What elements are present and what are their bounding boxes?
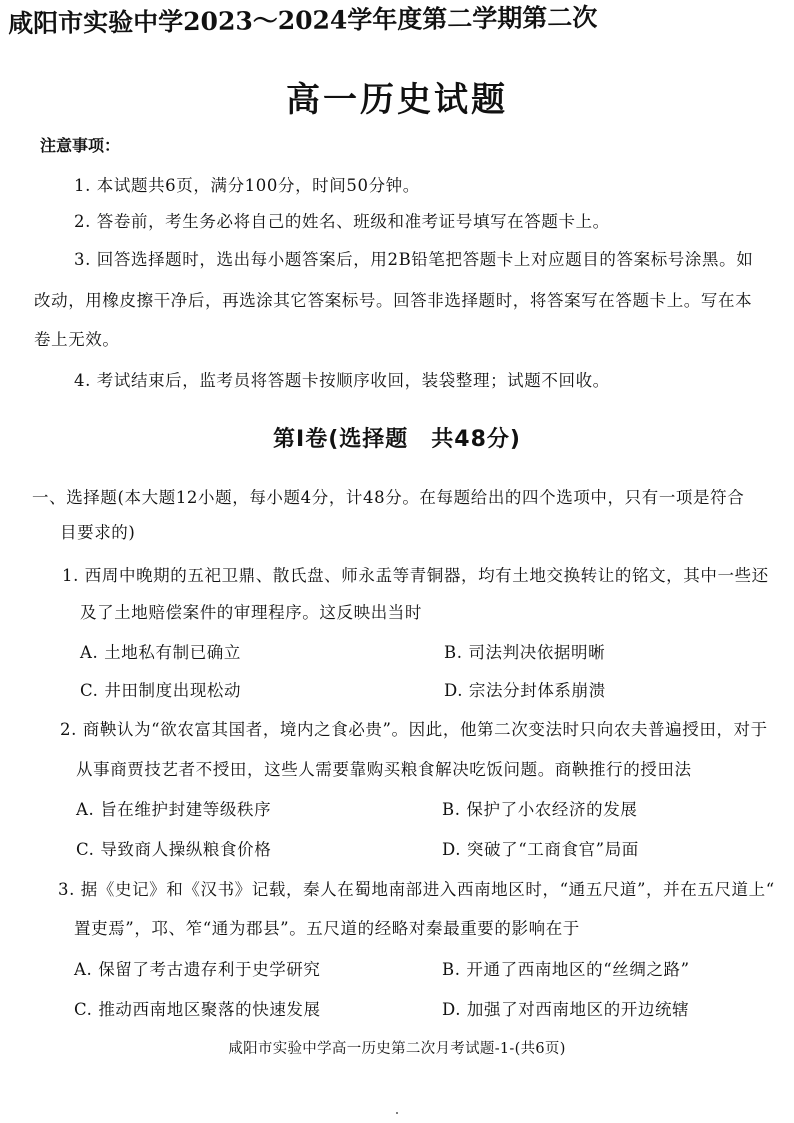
scan-speck: [396, 1112, 398, 1114]
question-3-option-b: B. 开通了西南地区的“丝绸之路”: [442, 960, 690, 979]
question-1-option-d: D. 宗法分封体系崩溃: [444, 681, 606, 700]
school-exam-header: 咸阳市实验中学2023～2024学年度第二学期第二次: [8, 2, 598, 38]
question-2-stem-line-2: 从事商贾技艺者不授田，这些人需要靠购买粮食解决吃饭问题。商鞅推行的授田法: [76, 760, 692, 779]
question-1-option-c: C. 井田制度出现松动: [80, 681, 242, 700]
question-1-option-a: A. 土地私有制已确立: [80, 643, 242, 662]
notice-heading: 注意事项：: [40, 136, 121, 155]
question-2-option-a: A. 旨在维护封建等级秩序: [76, 800, 272, 819]
section-title: 第Ⅰ卷(选择题 共48分): [273, 427, 521, 452]
notice-item-1: 1. 本试题共6页，满分100分，时间50分钟。: [74, 176, 420, 195]
question-1-stem-line-2: 及了土地赔偿案件的审理程序。这反映出当时: [80, 603, 422, 622]
question-2-option-d: D. 突破了“工商食官”局面: [442, 840, 639, 859]
notice-item-4: 4. 考试结束后，监考员将答题卡按顺序收回，装袋整理；试题不回收。: [74, 371, 610, 390]
question-1-stem-line-1: 1. 西周中晚期的五祀卫鼎、散氏盘、师永盂等青铜器，均有土地交换转让的铭文，其中一些还: [62, 566, 769, 585]
question-2-option-c: C. 导致商人操纵粮食价格: [76, 840, 272, 859]
notice-item-3-line-2: 改动，用橡皮擦干净后，再选涂其它答案标号。回答非选择题时，将答案写在答题卡上。写在本: [34, 291, 753, 310]
question-1-option-b: B. 司法判决依据明晰: [444, 643, 606, 662]
section-instruction-line-2: 目要求的): [60, 523, 136, 542]
question-3-option-c: C. 推动西南地区聚落的快速发展: [74, 1000, 321, 1019]
notice-item-3-line-3: 卷上无效。: [34, 330, 120, 349]
question-2-option-b: B. 保护了小农经济的发展: [442, 800, 638, 819]
question-2-stem-line-1: 2. 商鞅认为“欲农富其国者，境内之食必贵”。因此，他第二次变法时只向农夫普遍授田，对于: [60, 720, 768, 739]
exam-title: 高一历史试题: [286, 80, 508, 120]
page-footer: 咸阳市实验中学高一历史第二次月考试题-1-(共6页): [228, 1041, 566, 1057]
section-instruction-line-1: 一、选择题(本大题12小题，每小题4分，计48分。在每题给出的四个选项中，只有一项是符合: [32, 488, 745, 507]
notice-item-2: 2. 答卷前，考生务必将自己的姓名、班级和准考证号填写在答题卡上。: [74, 212, 610, 231]
question-3-stem-line-1: 3. 据《史记》和《汉书》记载，秦人在蜀地南部进入西南地区时，“通五尺道”，并在五尺道上“: [58, 880, 775, 899]
question-3-option-a: A. 保留了考古遗存利于史学研究: [74, 960, 321, 979]
question-3-option-d: D. 加强了对西南地区的开边统辖: [442, 1000, 690, 1019]
question-3-stem-line-2: 置吏焉”，邛、笮“通为郡县”。五尺道的经略对秦最重要的影响在于: [74, 919, 580, 938]
notice-item-3-line-1: 3. 回答选择题时，选出每小题答案后，用2B铅笔把答题卡上对应题目的答案标号涂黑。如: [74, 250, 754, 269]
